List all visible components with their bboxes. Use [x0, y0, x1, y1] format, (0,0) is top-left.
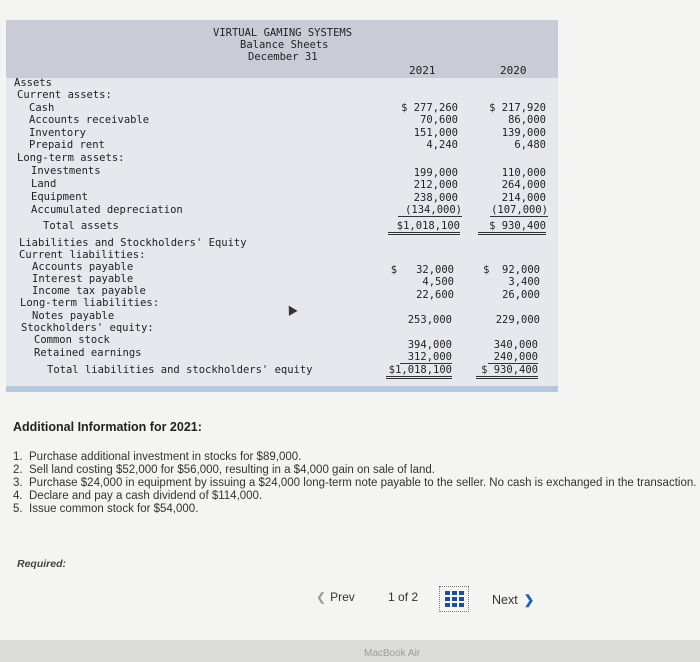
- list-text: Purchase additional investment in stocks for $89,000.: [29, 451, 302, 463]
- value-2020: 139,000: [501, 127, 546, 139]
- row-label: Accumulated depreciation: [31, 204, 183, 216]
- list-item: [13, 464, 698, 477]
- column-header-2021: 2021: [409, 64, 436, 77]
- value-2020: 6,480: [514, 139, 546, 151]
- list-item: [13, 490, 698, 503]
- prev-label: Prev: [330, 590, 355, 604]
- total-assets-label: Total assets: [43, 220, 119, 232]
- stockholders-equity-heading: Stockholders' equity:: [21, 322, 154, 334]
- required-label: Required:: [17, 558, 67, 570]
- list-text: Purchase $24,000 in equipment by issuing a $24,000 long-term note payable to the seller. No cash is exchanged in the transaction.: [29, 477, 697, 489]
- chevron-right-icon: ❯: [523, 593, 535, 607]
- row-label: Accounts receivable: [29, 114, 150, 126]
- value-2021: 212,000: [413, 179, 458, 191]
- current-assets-heading: Current assets:: [17, 89, 112, 101]
- list-item: [13, 451, 698, 464]
- column-header-2020: 2020: [500, 64, 527, 77]
- page-indicator: [388, 590, 418, 604]
- value-2021: 199,000: [413, 167, 458, 179]
- value-2021: 312,000: [400, 351, 452, 364]
- row-label: Land: [31, 178, 57, 190]
- list-number: 4.: [13, 490, 23, 502]
- row-label: Cash: [29, 102, 55, 114]
- list-item: [13, 477, 698, 490]
- statement-date: December 31: [248, 51, 318, 63]
- next-button[interactable]: [492, 592, 534, 607]
- value-2020: (107,000): [491, 204, 548, 216]
- list-text: Issue common stock for $54,000.: [29, 503, 199, 515]
- value-2021: 238,000: [413, 192, 458, 204]
- total-liabilities-equity-2021: $1,018,100: [386, 364, 452, 379]
- list-text: Declare and pay a cash dividend of $114,000.: [29, 490, 263, 502]
- row-label: Investments: [31, 165, 101, 177]
- value-2020: 264,000: [501, 179, 546, 191]
- row-label: Common stock: [34, 334, 110, 346]
- value-2020: 110,000: [501, 167, 546, 179]
- value-2021: 394,000: [407, 339, 452, 351]
- device-brand: MacBook Air: [364, 648, 421, 659]
- row-label: Inventory: [29, 127, 86, 139]
- value-2020: $ 217,920: [489, 102, 546, 114]
- list-number: 2.: [13, 464, 23, 476]
- value-2020: 3,400: [508, 276, 540, 288]
- value-2021: 4,500: [422, 276, 454, 288]
- grid-icon: [445, 591, 464, 607]
- value-2020: 240,000: [488, 351, 538, 364]
- additional-info-title: Additional Information for 2021:: [13, 420, 202, 434]
- page-total: 2: [411, 590, 419, 604]
- page-of: of: [398, 590, 409, 604]
- value-2021: 253,000: [407, 314, 452, 326]
- laptop-bezel: [0, 640, 700, 662]
- value-2021: 4,240: [426, 139, 458, 151]
- row-label: Interest payable: [32, 273, 134, 285]
- value-2020: 214,000: [501, 192, 546, 204]
- next-label: Next: [492, 593, 518, 607]
- statement-title: Balance Sheets: [240, 39, 329, 51]
- additional-info-list: [13, 451, 698, 516]
- list-text: Sell land costing $52,000 for $56,000, resulting in a $4,000 gain on sale of land.: [29, 464, 435, 476]
- assets-heading: Assets: [14, 77, 52, 89]
- value-2021: 151,000: [413, 127, 458, 139]
- balance-sheet-bottom-rule: [6, 386, 558, 392]
- row-label: Accounts payable: [32, 261, 134, 273]
- value-2021: 70,600: [420, 114, 458, 126]
- page-grid-button[interactable]: [439, 586, 469, 612]
- chevron-left-icon: ❮: [316, 590, 327, 604]
- company-name: VIRTUAL GAMING SYSTEMS: [213, 27, 353, 39]
- long-term-liabilities-heading: Long-term liabilities:: [20, 297, 160, 309]
- current-liabilities-heading: Current liabilities:: [19, 249, 146, 261]
- total-assets-2021: $1,018,100: [388, 220, 460, 235]
- list-item: [13, 503, 698, 516]
- prev-button[interactable]: [316, 590, 355, 604]
- value-2020: 86,000: [508, 114, 546, 126]
- row-label: Income tax payable: [32, 285, 146, 297]
- value-2021: 22,600: [416, 289, 454, 301]
- row-label: Prepaid rent: [29, 139, 105, 151]
- total-assets-2020: $ 930,400: [478, 220, 546, 235]
- value-2020: 229,000: [495, 314, 540, 326]
- value-2020: $ 92,000: [483, 264, 540, 276]
- value-2020: 26,000: [502, 289, 540, 301]
- value-2021: $ 277,260: [401, 102, 458, 114]
- list-number: 1.: [13, 451, 23, 463]
- list-number: 5.: [13, 503, 23, 515]
- total-liabilities-equity-2020: $ 930,400: [476, 364, 538, 379]
- list-number: 3.: [13, 477, 23, 489]
- liabilities-equity-heading: Liabilities and Stockholders' Equity: [19, 237, 247, 249]
- page-current: 1: [388, 590, 395, 604]
- row-label: Retained earnings: [34, 347, 142, 359]
- value-2021: (134,000): [398, 204, 462, 217]
- row-label: Notes payable: [32, 310, 115, 322]
- total-liabilities-equity-label: Total liabilities and stockholders' equity: [47, 364, 313, 376]
- long-term-assets-heading: Long-term assets:: [17, 152, 125, 164]
- value-2020: 340,000: [493, 339, 538, 351]
- value-2021: $ 32,000: [390, 264, 454, 276]
- row-label: Equipment: [31, 191, 88, 203]
